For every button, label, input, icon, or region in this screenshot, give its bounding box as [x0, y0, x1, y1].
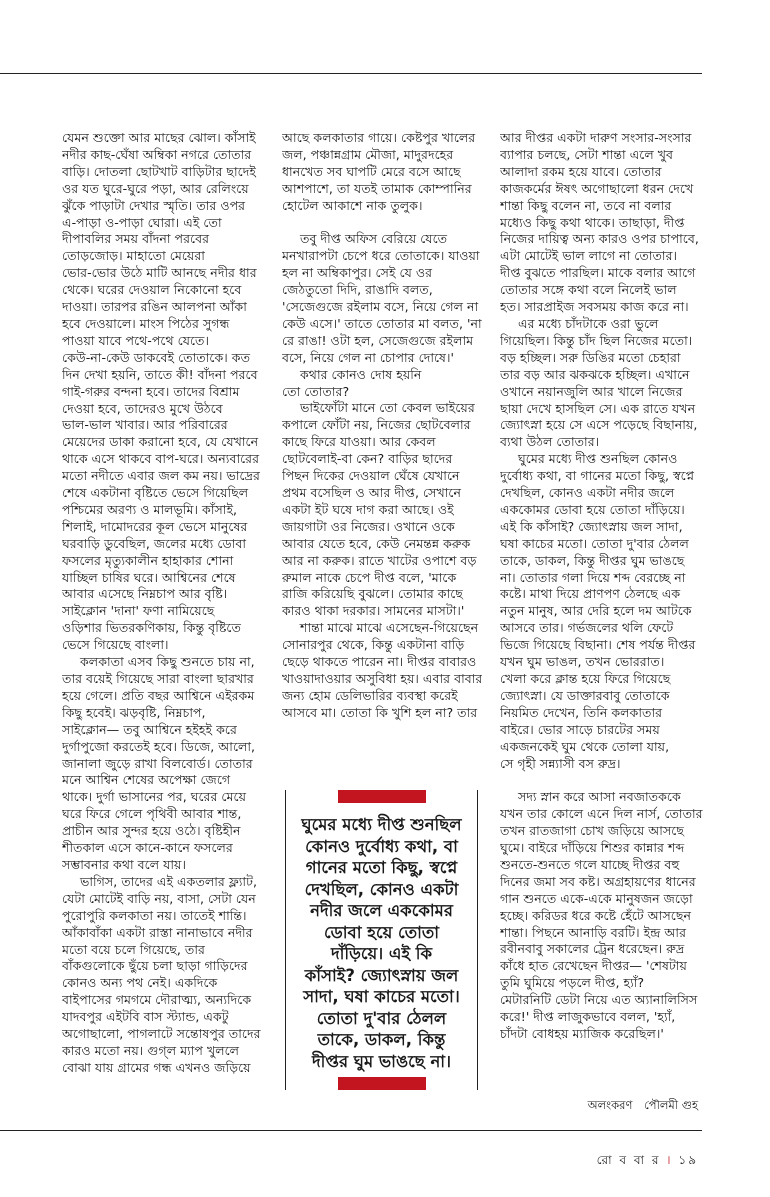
article-column-3	[500, 130, 705, 1043]
text-line: হল না অম্বিকাপুর। সেই যে ওর	[282, 265, 433, 281]
text-line: সম্ভাবনার কথা বলে যায়।	[62, 856, 186, 872]
magazine-name: রো ব বা র	[596, 1153, 661, 1167]
text-line: তখন রাতজাগা চোখ জড়িয়ে আসছে	[500, 823, 684, 839]
text-line: শীতকাল এসে কানে-কানে ফসলের	[62, 840, 233, 856]
text-line: থাকে এসে থাকবে বাপ-ঘরে। অন্যবারের	[62, 451, 260, 467]
text-line: শান্তা মাঝে মাঝে এসেছেন-গিয়েছেন	[300, 620, 479, 636]
paragraph	[500, 316, 705, 451]
paragraph	[282, 620, 482, 721]
pull-quote-line: দেখছিল, কোনও একটা	[304, 879, 459, 899]
text-line: জেঠতুতো দিদি, রাঙাদি বলত,	[282, 282, 433, 298]
text-line: আলাদা রকম হয়ে যাবে। তোতার	[500, 163, 662, 179]
text-line: যাদবপুর এইটবি বাস স্ট্যান্ড, একটু	[62, 1009, 229, 1025]
text-line: কাঁধে হাত রেখেছেন দীপ্তর— 'শেষটায়	[500, 958, 687, 974]
text-line: আবার যেতে হবে, কেউ নেমন্তন্ন করুক	[282, 535, 471, 551]
text-line: সোনারপুর থেকে, কিন্তু একটানা বাড়ি	[282, 637, 465, 653]
text-line: হত। সারপ্রাইজ সবসময় কাজ করে না।	[500, 299, 689, 315]
text-line: একজনকেই ঘুম থেকে তোলা যায়,	[500, 738, 670, 754]
text-line: যখন ঘুম ভাঙল, তখন ভোররাত।	[500, 654, 665, 670]
text-line: গাই-গরুর বন্দনা হবে। তাদের বিশ্রাম	[62, 383, 240, 399]
text-line: এর মধ্যে চাঁদটাকে ওরা ভুলে	[518, 315, 659, 331]
text-line: ছায়া দেখে হাসছিল সে। এক রাতে যখন	[500, 400, 696, 416]
pull-quote-line: গানের মতো কিছু, স্বপ্নে	[305, 858, 458, 877]
paragraph	[500, 789, 705, 1043]
text-line: বোঝা যায় গ্রামের গন্ধ এখনও জড়িয়ে	[62, 1059, 251, 1075]
pull-quote-line: নদীর জলে এককোমর	[310, 901, 453, 920]
text-line: সাইক্লোন 'দানা' ফণা নামিয়েছে	[62, 603, 215, 619]
paragraph	[282, 130, 482, 215]
text-line: আসবে তার। গর্ভজলের থলি ফেটে	[500, 620, 674, 636]
text-line: কারও থাকা দরকার। সামনের মাসটা।'	[282, 603, 465, 619]
text-line: দীপ্ত বুঝতে পারছিল। মাকে বলার আগে	[500, 265, 696, 281]
paragraph	[500, 451, 705, 772]
text-line: আবার এসেছে নিম্নচাপ আর বৃষ্টি।	[62, 586, 228, 602]
text-line: দিন দেখা হয়নি, তাতে কী! বাঁদনা পরবে	[62, 366, 258, 382]
text-line: ভাগিস, তাদের এই একতলার ফ্ল্যাট,	[80, 873, 257, 889]
text-line: দেওয়া হবে, তাদেরও মুখে উঠবে	[62, 400, 223, 416]
text-line: ছেড়ে থাকতে পারেন না। দীপ্তর বাবারও	[282, 654, 477, 670]
credit-name: পৌলমী গুহ	[644, 1098, 698, 1112]
text-line: তার বড় আর ঝকঝকে হচ্ছিল। এখানে	[500, 366, 690, 382]
text-line: ভাইফোঁটা মানে তো কেবল ভাইয়ের	[300, 400, 475, 416]
text-line: নিজের দায়িত্ব অন্য কারও ওপর চাপাবে,	[500, 231, 699, 247]
text-line: রে রাঙা! ওটা হল, সেজেগুজে রইলাম	[282, 332, 474, 348]
text-line: ঘুমের মধ্যে দীপ্ত শুনছিল কোনও	[518, 451, 678, 467]
text-line: দুর্বোধ্য কথা, বা গানের মতো কিছু, স্বপ্নে	[500, 468, 694, 484]
text-line: জায়গাটা ওর নিজের। ওখানে ওকে	[282, 518, 455, 534]
text-line: যেমন শুক্তো আর মাছের ঝোল। কাঁসাই	[62, 130, 256, 145]
text-line: বাইরে। ভোর সাড়ে চারটের সময়	[500, 721, 660, 737]
text-line: জল, পঞ্চান্নগ্রাম মৌজা, মাদুরদহের	[282, 146, 454, 162]
text-line: শুনতে-শুনতে গলে যাচ্ছে দীপ্তর বহু	[500, 856, 680, 872]
text-line: সাইক্লোন— তবু আশ্বিনে হইহই করে	[62, 721, 237, 737]
text-line: রুমাল নাকে চেপে দীপ্ত বলে, 'মাকে	[282, 569, 457, 585]
text-line: ঘরে ফিরে গেলে পৃথিবী আবার শান্ত,	[62, 806, 242, 822]
text-line: যাচ্ছিল চাষির ঘরে। আশ্বিনের শেষে	[62, 569, 236, 585]
text-line: দেখছিল, কোনও একটা নদীর জলে	[500, 485, 675, 501]
text-line: চাঁদটা বোধহয় ম্যাজিক করেছিল।'	[500, 1026, 664, 1042]
text-line: না। তোতার গলা দিয়ে শব্দ বেরচ্ছে না	[500, 569, 686, 585]
text-line: মতো বয়ে চলে গিয়েছে, তার	[62, 941, 205, 957]
text-line: করে!' দীপ্ত লাজুকভাবে বলল, 'হ্যাঁ,	[500, 1009, 676, 1025]
bottom-rule	[0, 1130, 702, 1131]
text-line: মতো নদীতে এবার জল কম নয়। ভাদ্রের	[62, 468, 260, 484]
text-line: থেকে। ঘরের দেওয়াল নিকোনো হবে	[62, 282, 242, 298]
text-line: কারও মতো নয়। গুগ্‌ল ম্যাপ খুললে	[62, 1042, 240, 1058]
paragraph	[62, 874, 262, 1077]
text-line: দুর্গাপুজো করতেই হবে। ডিজে, আলো,	[62, 738, 256, 754]
text-line: শিলাই, দামোদরের কূল ভেসে মানুষের	[62, 518, 248, 534]
section-break	[282, 215, 482, 232]
text-line: এই কি কাঁসাই? জ্যোৎস্নায় জল সাদা,	[500, 518, 683, 534]
text-line: আসবে মা। তোতা কি খুশি হল না? তার	[282, 704, 478, 720]
text-line: কাছে ফিরে যাওয়া। আর কেবল	[282, 434, 436, 450]
text-line: তার বয়েই গিয়েছে সারা বাংলা ছারখার	[62, 671, 254, 686]
credit-label: অলংকরণ	[587, 1098, 633, 1112]
text-line: শান্তা। পিছনে আনাড়ি বরটি। ইন্দ্র আর	[500, 924, 687, 940]
text-line: হোটেল আকাশে নাক তুলুক।	[282, 197, 423, 213]
text-line: দাওয়া। তারপর রঙিন আলপনা আঁকা	[62, 299, 247, 315]
text-line: ওর যত ঘুরে-ঘুরে পড়া, আর রেলিংয়ে	[62, 180, 249, 196]
text-line: 'সেজেগুজে রইলাম বসে, নিয়ে গেল না	[282, 299, 479, 315]
text-line: হচ্ছে। করিডর ধরে কষ্টে হেঁটে আসছেন	[500, 907, 691, 923]
top-rule	[0, 73, 702, 74]
text-line: বাড়ি। দোতলা ছোটখাট বাড়িটার ছাদেই	[62, 163, 256, 179]
illustration-credit	[580, 1097, 698, 1116]
text-line: প্রাচীন আর সুন্দর হয়ে ওঠে। বৃষ্টিহীন	[62, 823, 241, 839]
paragraph	[62, 654, 262, 874]
pull-quote-line: ডোবা হয়ে তোতা	[323, 922, 440, 942]
text-line: দীপাবলির সময় বাঁদনা পরবের	[62, 231, 210, 247]
text-line: রবীনবাবু সকালের ট্রেন ধরেছেন। রুদ্র	[500, 941, 685, 957]
article-column-2	[282, 130, 482, 722]
text-line: জন্য হোম ডেলিভারির ব্যবস্থা করেই	[282, 687, 458, 703]
text-line: হয়ে গেলে। প্রতি বছর আশ্বিনে এইরকম	[62, 687, 255, 703]
text-line: মধ্যেও কিছু কথা থাকে। তাছাড়া, দীপ্ত	[500, 214, 685, 230]
text-line: জ্যোৎস্না। যে ডাক্তারবাবু তোতাকে	[500, 687, 670, 703]
text-line: তাকে, ডাকল, কিন্তু দীপ্তর ঘুম ভাঙছে	[500, 552, 685, 568]
text-line: খেলা করে ক্লান্ত হয়ে ফিরে গিয়েছে	[500, 671, 671, 686]
text-line: আশপাশে, তা যতই তামাক কোম্পানির	[282, 180, 472, 196]
text-line: ভিজে গিয়েছে বিছানা। শেষ পর্যন্ত দীপ্তর	[500, 637, 696, 653]
text-line: এটা মোটেই ভাল লাগে না তোতার।	[500, 248, 678, 264]
text-line: ফসলের মৃত্যুকালীন হাহাকার শোনা	[62, 552, 234, 568]
text-line: থাকে। দুর্গা ভাসানের পর, ঘরের মেয়ে	[62, 789, 246, 805]
text-line: এ-পাড়া ও-পাড়া ঘোরা। এই তো	[62, 214, 222, 230]
text-line: গান শুনতে একে-একে মানুষজন জড়ো	[500, 890, 693, 906]
pull-quote-line: সাদা, ঘষা কাচের মতো।	[303, 987, 460, 1006]
text-line: কষ্টে। মাথা দিয়ে প্রাণপণ ঠেলছে এক	[500, 586, 681, 602]
text-line: কপালে ফোঁটা নয়, নিজের ছোটবেলার	[282, 417, 471, 433]
text-line: অগোছালো, পাগলাটে সন্তোষপুর তাদের	[62, 1026, 261, 1042]
text-line: প্রথম বসেছিল ও আর দীপ্ত, সেখানে	[282, 485, 461, 501]
text-line: ওড়িশার ভিতরকণিকায়, কিন্তু বৃষ্টিতে	[62, 620, 241, 636]
text-line: মেটারনিটি ডেটা নিয়ে এত অ্যানালিসিস	[500, 992, 698, 1008]
text-line: রাজি করিয়েছি বুঝলে। তোমার কাছে	[282, 586, 463, 602]
text-line: বসে, নিয়ে গেল না চোপার দোষে।'	[282, 349, 454, 365]
text-line: একটা ইট ঘষে দাগ করা আছে। ওই	[282, 501, 454, 517]
text-line: এককোমর ডোবা হয়ে তোতা দাঁড়িয়ে।	[500, 501, 685, 517]
text-line: তো তোতার?	[282, 383, 350, 399]
text-line: বাইপাসের গমগমে দৌরাত্ম্য, অন্যদিকে	[62, 992, 252, 1008]
text-line: ঝুঁকে পাড়াটা দেখার স্মৃতি। তার ওপর	[62, 197, 246, 213]
text-line: আছে কলকাতার গায়ে। কেষ্টপুর খালের	[282, 130, 476, 145]
text-line: ব্যাপার চলছে, সেটা শান্তা এলে খুব	[500, 146, 674, 162]
footer-separator: ।	[666, 1153, 673, 1167]
text-line: মনখারাপটা চেপে ধরে তোতাকে। যাওয়া	[282, 248, 480, 264]
text-line: ঘুমে। বাইরে দাঁড়িয়ে শিশুর কান্নার শব্দ	[500, 840, 685, 856]
text-line: নতুন মানুষ, আর দেরি হলে দম আটকে	[500, 603, 692, 619]
text-line: তুমি ঘুমিয়ে পড়লে দীপ্ত, হ্যাঁ?	[500, 975, 645, 991]
paragraph	[282, 367, 482, 401]
pull-quote-line: কাঁসাই? জ্যোৎস্নায় জল	[304, 965, 459, 985]
paragraph	[62, 130, 262, 654]
article-column-1	[62, 130, 262, 1077]
text-line: কাজকর্মের ঈষৎ অগোছালো ধরন দেখে	[500, 180, 694, 196]
text-line: ঘরবাড়ি ডুবেছিল, জলের মধ্যে ডোবা	[62, 535, 247, 551]
text-line: জ্যোৎস্না হয়ে সে এসে পড়েছে বিছানায়,	[500, 417, 698, 433]
text-line: কোনও অন্য পথ নেই। একদিকে	[62, 975, 218, 991]
text-line: কিছু হবেই। ঝড়বৃষ্টি, নিম্নচাপ,	[62, 704, 206, 720]
text-line: সদ্য স্নান করে আসা নবজাতককে	[518, 789, 681, 805]
text-line: আঁকাবাঁকা একটা রাস্তা নানাভাবে নদীর	[62, 924, 253, 940]
text-line: ভাল-ভাল খাবার। আর পরিবারের	[62, 417, 228, 433]
text-line: মনে আশ্বিন শেষের অপেক্ষা জেগে	[62, 772, 231, 788]
text-line: তবু দীপ্ত অফিস বেরিয়ে যেতে	[300, 231, 448, 247]
section-break	[500, 772, 705, 789]
pull-quote-line: দাঁড়িয়ে। এই কি	[330, 944, 433, 963]
paragraph	[282, 231, 482, 366]
pull-quote-bottom-bar	[338, 1077, 426, 1090]
text-line: তোড়জোড়। মাহাতো মেয়েরা	[62, 248, 205, 264]
text-line: আর না করুক। রাতে খাটের ওপাশে বড়	[282, 552, 477, 568]
text-line: ধানখেত সব ঘাপটি মেরে বসে আছে	[282, 163, 461, 179]
text-line: সে গৃহী সন্ন্যাসী বস রুদ্র।	[500, 755, 621, 771]
text-line: মেয়েদের ডাকা করানো হবে, যে যেখানে	[62, 434, 259, 450]
page-footer	[597, 1152, 698, 1172]
text-line: আর দীপ্তর একটা দারুণ সংসার-সংসার	[500, 130, 692, 145]
text-line: দিনের জমা সব কষ্ট। অগ্রহায়ণের ধানের	[500, 873, 696, 889]
text-line: গিয়েছিল। কিন্তু চাঁদ ছিল নিজের মতো।	[500, 332, 693, 348]
text-line: নিয়মিত দেখেন, তিনি কলকাতার	[500, 704, 663, 720]
text-line: খাওয়াদাওয়ার অসুবিধা হয়। এবার বাবার	[282, 670, 482, 686]
text-line: পুরোপুরি কলকাতা নয়। তাতেই শান্তি।	[62, 907, 247, 923]
text-line: কেউ-না-কেউ ডাকবেই তোতাকে। কত	[62, 349, 251, 365]
pull-quote-line: তাকে, ডাকল, কিন্তু	[317, 1030, 446, 1049]
text-line: ওখানে নয়ানজুলি আর খালে নিজের	[500, 383, 683, 399]
pull-quote-top-bar	[338, 790, 426, 803]
text-line: শান্তা কিছু বলেন না, তবে না বলার	[500, 197, 672, 213]
paragraph	[282, 400, 482, 620]
text-line: বড় হচ্ছিল। সরু ডিঙির মতো চেহারা	[500, 349, 681, 365]
text-line: কেউ এসে।' তাতে তোতার মা বলত, 'না	[282, 315, 482, 331]
text-line: বাঁকগুলোকে ছুঁয়ে চলা ছাড়া গাড়িদের	[62, 958, 248, 974]
pull-quote-line: দীপ্তর ঘুম ভাঙছে না।	[312, 1051, 451, 1071]
text-line: পাওয়া যাবে পথে-পথে যেতে।	[62, 332, 209, 348]
text-line: জানালা জুড়ে রাখা বিলবোর্ড। তোতার	[62, 755, 253, 771]
text-line: হবে দেওয়ালে। মাংস পিঠের সুগন্ধ	[62, 315, 230, 331]
text-line: ভোর-ভোর উঠে মাটি আনছে নদীর ধার	[62, 265, 257, 281]
text-line: নদীর কাছ-ঘেঁষা অম্বিকা নগরে তোতার	[62, 146, 252, 162]
text-line: যখন তার কোলে এনে দিল নার্স, তোতার	[500, 806, 703, 822]
text-line: তোতার সঙ্গে কথা বলে নিলেই ভাল	[500, 282, 677, 298]
paragraph	[500, 130, 705, 316]
text-line: যেটা মোটেই বাড়ি নয়, বাসা, সেটা যেন	[62, 890, 256, 906]
text-line: কথার কোনও দোষ হয়নি	[300, 366, 422, 382]
text-line: শেষে একটানা বৃষ্টিতে ভেসে গিয়েছিল	[62, 485, 249, 501]
text-line: ব্যথা উঠল তোতার।	[500, 434, 600, 450]
pull-quote-text	[286, 814, 477, 1072]
pull-quote-box	[285, 790, 478, 1090]
text-line: ছোটবেলাই-বা কেন? বাড়ির ছাদের	[282, 451, 453, 467]
text-line: পশ্চিমের অরণ্য ও মালভূমি। কাঁসাই,	[62, 501, 238, 517]
pull-quote-line: কোনও দুর্বোধ্য কথা, বা	[305, 836, 458, 856]
page-number: ১৯	[678, 1153, 698, 1167]
text-line: কলকাতা এসব কিছু শুনতে চায় না,	[80, 654, 255, 670]
pull-quote-line: তোতা দু'বার ঠেলল	[316, 1008, 447, 1028]
text-line: ঘষা কাচের মতো। তোতা দু'বার ঠেলল	[500, 535, 689, 551]
pull-quote-line: ঘুমের মধ্যে দীপ্ত শুনছিল	[301, 815, 462, 834]
text-line: পিছন দিকের দেওয়াল ঘেঁষে যেখানে	[282, 468, 460, 484]
text-line: ভেসে গিয়েছে বাংলা।	[62, 637, 169, 653]
